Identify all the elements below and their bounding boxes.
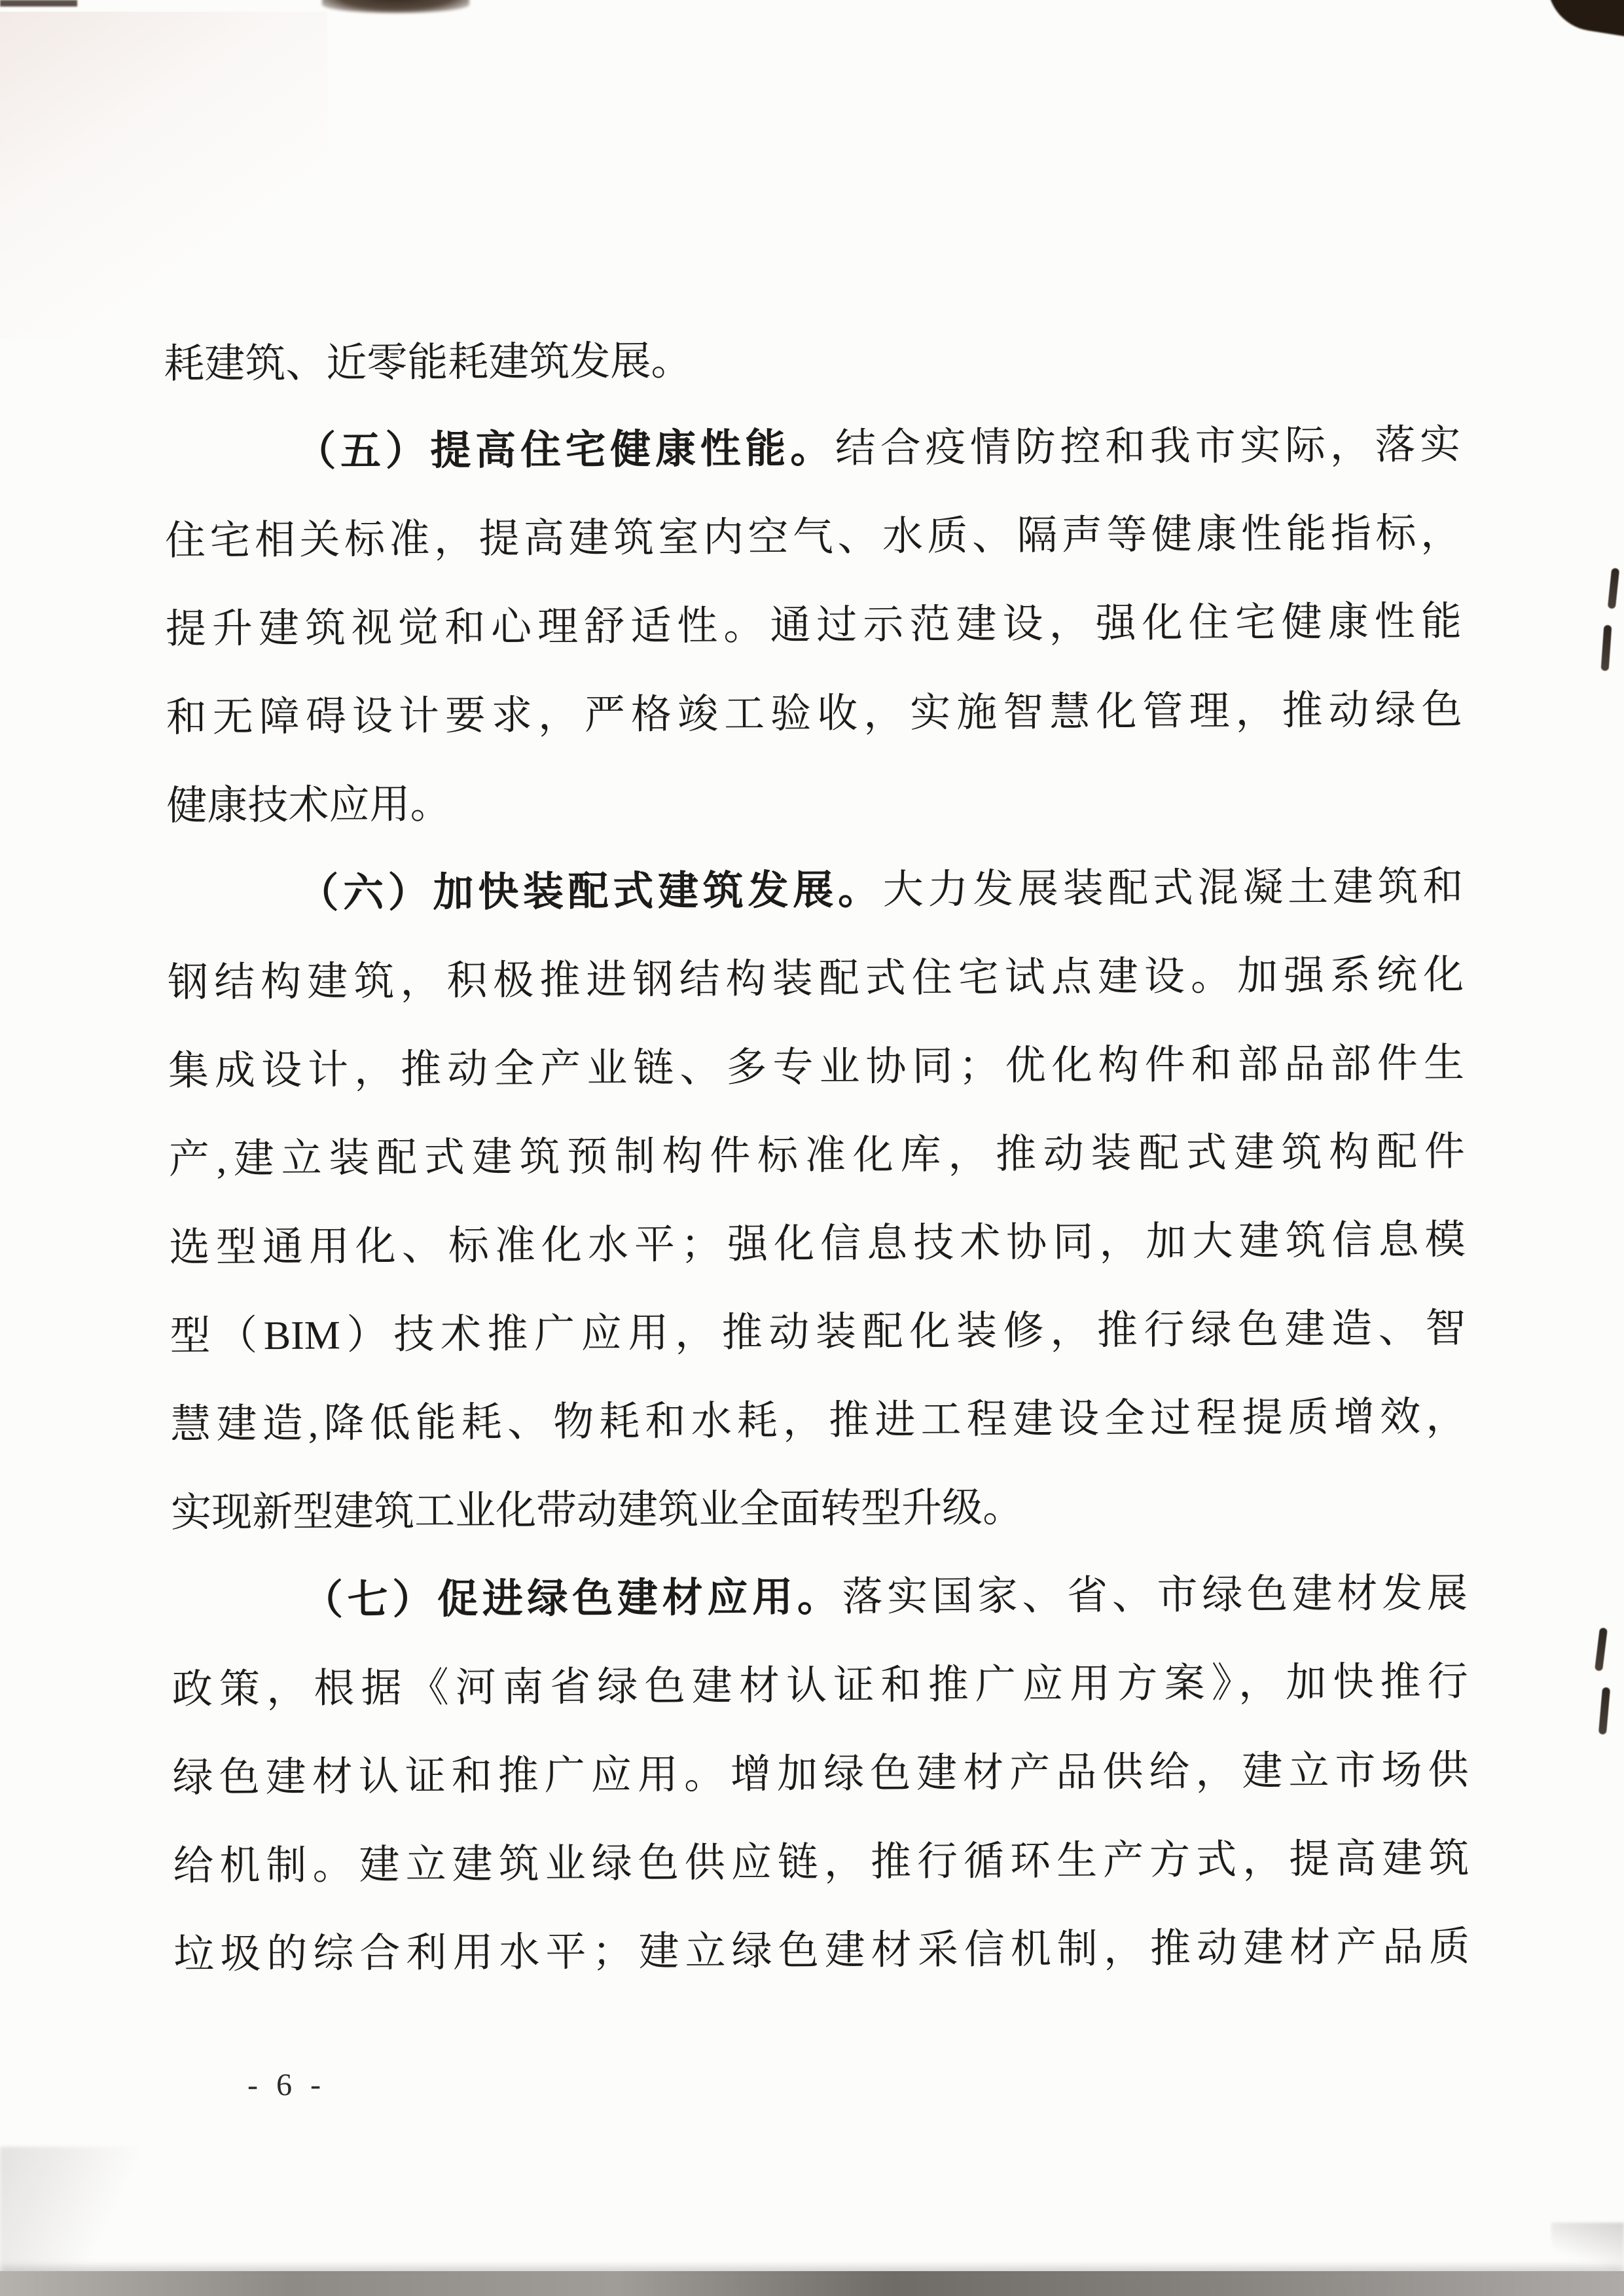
scan-shade-bottom-right: [1551, 2223, 1624, 2272]
section-heading: （五）提高住宅健康性能。: [295, 426, 836, 475]
section-heading: （七）促进绿色建材应用。: [302, 1575, 842, 1623]
scan-wash-top-left: [0, 12, 327, 339]
text-line: [164, 401, 1461, 497]
text-line: [171, 1462, 1468, 1558]
text-line: [167, 843, 1464, 939]
line-text: 垃圾的综合利用水平；建立绿色建材采信机制，推动建材产品质: [173, 1924, 1470, 1977]
edge-ink-mark: [1608, 568, 1619, 609]
text-line: [172, 1727, 1469, 1823]
text-line: [171, 1638, 1468, 1734]
line-text: 实现新型建筑工业化带动建筑业全面转型升级。: [170, 1486, 1024, 1535]
line-text: 住宅相关标准，提高建筑室内空气、水质、隔声等健康性能指标，: [164, 511, 1462, 564]
text-line: [173, 1815, 1470, 1911]
scan-smudge-top: [322, 0, 469, 13]
text-line: [169, 1196, 1466, 1293]
text-line: [164, 313, 1460, 409]
scan-strip-top-left: [0, 0, 77, 7]
line-text: 政策，根据《河南省绿色建材认证和推广应用方案》，加快推行: [171, 1659, 1468, 1712]
edge-ink-mark: [1598, 1687, 1610, 1735]
line-text: 耗建筑、近零能耗建筑发展。: [164, 339, 692, 387]
edge-ink-mark: [1601, 625, 1612, 672]
text-line: [168, 1020, 1465, 1116]
scan-band-bottom: [0, 2271, 1624, 2296]
line-text: 选型通用化、标准化水平；强化信息技术协同，加大建筑信息模: [169, 1217, 1466, 1270]
text-line: [166, 666, 1462, 762]
line-text: 产,建立装配式建筑预制构件标准化库，推动装配式建筑构配件: [168, 1129, 1466, 1182]
section-heading: （六）加快装配式建筑发展。: [298, 868, 883, 916]
line-text: 钢结构建筑，积极推进钢结构装配式住宅试点建设。加强系统化: [167, 952, 1464, 1005]
line-text: 集成设计，推动全产业链、多专业协同；优化构件和部品部件生: [168, 1041, 1465, 1094]
text-line: [170, 1373, 1467, 1469]
line-text: 结合疫情防控和我市实际，落实: [835, 422, 1461, 471]
text-line: [168, 931, 1464, 1028]
page-number: - 6 -: [247, 2067, 327, 2103]
line-text: 和无障碍设计要求，严格竣工验收，实施智慧化管理，推动绿色: [166, 687, 1462, 740]
document-text: [164, 313, 1470, 2000]
line-text: 落实国家、省、市绿色建材发展: [842, 1571, 1468, 1620]
text-line: [170, 1285, 1466, 1381]
scan-corner-top-right: [1541, 0, 1624, 45]
line-text: 型（BIM）技术推广应用，推动装配化装修，推行绿色建造、智: [170, 1306, 1466, 1359]
text-line: [165, 490, 1462, 586]
line-text: 提升建筑视觉和心理舒适性。通过示范建设，强化住宅健康性能: [165, 599, 1462, 652]
text-line: [168, 1108, 1465, 1204]
text-line: [166, 755, 1463, 851]
text-line: [173, 1903, 1470, 2000]
text-line: [165, 578, 1462, 674]
text-line: [171, 1550, 1468, 1646]
line-text: 绿色建材认证和推广应用。增加绿色建材产品供给，建立市场供: [172, 1748, 1469, 1801]
line-text: 健康技术应用。: [166, 782, 451, 829]
scan-smear-bottom-left: [0, 2147, 183, 2274]
line-text: 慧建造,降低能耗、物耗和水耗，推进工程建设全过程提质增效，: [170, 1394, 1467, 1447]
line-text: 给机制。建立建筑业绿色供应链，推行循环生产方式，提高建筑: [173, 1836, 1470, 1889]
line-text: 大力发展装配式混凝土建筑和: [882, 864, 1464, 913]
edge-ink-mark: [1595, 1628, 1608, 1672]
